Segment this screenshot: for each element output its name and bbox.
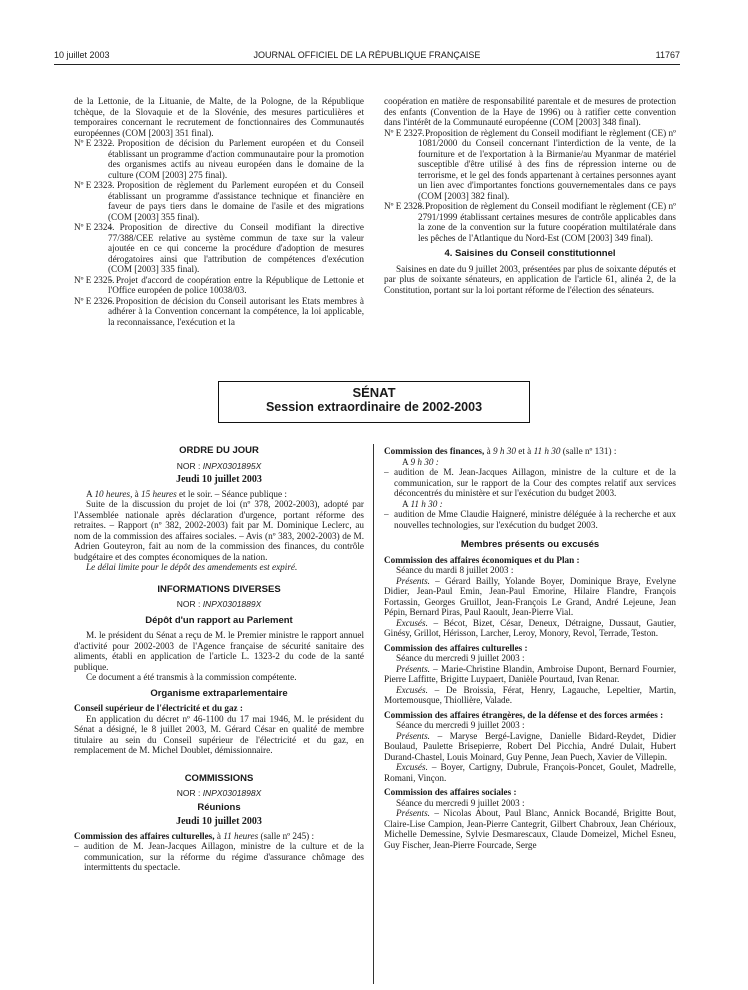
item-number: Nº E 2323. (74, 180, 115, 190)
list-item (74, 180, 364, 222)
commission-heading: Commission des affaires sociales : (384, 787, 517, 797)
agenda-paragraph: Suite de la discussion du projet de loi (nº 378, 2002-2003), adopté par l'Assemblée nationale après déclaration d'urgence, portant réforme des retraites. – Rapport (nº 382, 2002-2003) fait par M. Dominique Leclerc, au nom de la commission des affaires sociales. – Avis (nº 383, 2002-2003) de M. Adrien Gouteyron, fait au nom de la commission des finances, du contrôle budgétaire et des comptes économiques de la nation. (74, 499, 364, 562)
list-item (384, 128, 676, 202)
item-text: – Proposition de règlement du Parlement européen et du Conseil établissant un programme d'assistance technique et financière en faveur de pays tiers dans le domaine de l'asile et des migrations (COM [2003] 355 final). (108, 180, 364, 222)
item-number: Nº E 2325. (74, 274, 115, 285)
commission-heading: Commission des affaires étrangères, de la défense et des forces armées : (384, 709, 664, 720)
nor-reference: NOR : INPX0301889X (176, 599, 262, 609)
item-number: Nº E 2326. (74, 295, 115, 306)
day-heading: Jeudi 10 juillet 2003 (176, 474, 262, 485)
item-text: – Proposition de décision du Parlement européen et du Conseil établissant un programme d'action communautaire pour la promotion des organismes actifs au niveau européen dans le domaine de la culture (COM [2003] 275 final). (108, 138, 364, 180)
schedule-line: A 10 heures, à 15 heures et le soir. – Séance publique : (86, 488, 287, 499)
item-text: – Proposition de règlement du Conseil modifiant le règlement (CE) nº 2791/1999 établissant certaines mesures de contrôle applicables dans la zone de la convention sur la future coopération multilatérale dans les pêches de l'Atlantique du Nord-Est (COM [2003] 349 final). (418, 201, 676, 243)
excuses-paragraph: Excusés. – De Broissia, Férat, Henry, Lagauche, Lepeltier, Martin, Mortemousque, Thiollière, Valade. (384, 684, 676, 705)
depot-heading: Dépôt d'un rapport au Parlement (145, 614, 293, 626)
excuses-paragraph: Excusés. – Bécot, Bizet, César, Deneux, Détraigne, Dussaut, Gautier, Ginésy, Grillot, Hérisson, Larcher, Leroy, Monory, Revol, Terrade, Teston. (384, 617, 676, 638)
page-number: 11767 (655, 50, 680, 60)
agenda-item: – audition de M. Jean-Jacques Aillagon, ministre de la culture et de la communication, sur la réforme du régime d'assurance chômage des intermittents du spectacle. (74, 841, 364, 872)
seance-line: Séance du mardi 8 juillet 2003 : (396, 565, 514, 575)
commission-line: Commission des affaires culturelles, à 11 heures (salle nº 245) : (74, 830, 315, 841)
nor-reference: NOR : INPX0301895X (176, 460, 262, 471)
item-number: Nº E 2328. (384, 201, 425, 211)
senate-title-box (218, 381, 530, 423)
agenda-item: – audition de Mme Claudie Haigneré, ministre déléguée à la recherche et aux nouvelles technologies, sur l'exécution du budget 2003. (384, 509, 676, 530)
item-number: Nº E 2322. (74, 138, 115, 148)
commission-heading: Commission des affaires économiques et du Plan : (384, 554, 580, 565)
reunions-heading: Réunions (197, 801, 241, 813)
deadline-note: Le délai limite pour le dépôt des amendements est expiré. (86, 562, 298, 572)
presents-paragraph: Présents. – Gérard Bailly, Yolande Boyer, Dominique Braye, Evelyne Didier, Jean-Paul Emin, Jean-Paul Emorine, Hilaire Flandre, François Fortassin, Georges Gruillot, Jean-François Le Grand, André Lejeune, Jean Pépin, Bernard Piras, Paul Raoult, Jean-Pierre Vial. (384, 575, 676, 617)
commission-line: Commission des finances, à 9 h 30 et à 11 h 30 (salle nº 131) : (384, 446, 617, 456)
agenda-item: – audition de M. Jean-Jacques Aillagon, ministre de la culture et de la communication, sur le rapport de la Cour des comptes relatif aux services déconcentrés du ministère et sur l'exécution du budget 2003. (384, 467, 676, 498)
journal-title: JOURNAL OFFICIEL DE LA RÉPUBLIQUE FRANÇAISE (253, 50, 481, 60)
bottom-left-column (74, 446, 364, 873)
presents-paragraph: Présents. – Nicolas About, Paul Blanc, Annick Bocandé, Brigitte Bout, Claire-Lise Campion, Jean-Pierre Cantegrit, Gilbert Chabroux, Jean Chérioux, Michelle Demessine, Sylvie Desmarescaux, Claude Domeizel, Michel Esneu, Guy Fischer, Jean-Pierre Fourcade, Serge (384, 808, 676, 850)
list-item (74, 138, 364, 180)
organisme-heading: Organisme extraparlementaire (150, 687, 288, 699)
commission-heading: Commission des affaires culturelles : (384, 642, 528, 653)
excuses-paragraph: Excusés. – Boyer, Cartigny, Dubrule, François-Poncet, Goulet, Madrelle, Romani, Vinçon. (384, 762, 676, 783)
informations-heading: INFORMATIONS DIVERSES (157, 583, 281, 595)
transmis-paragraph: Ce document a été transmis à la commission compétente. (86, 672, 297, 682)
item-text: – Proposition de décision du Conseil autorisant les Etats membres à adhérer à la Convention concernant la compétence, la loi applicable, la reconnaissance, l'exécution et la (108, 295, 364, 327)
membres-heading: Membres présents ou excusés (460, 539, 600, 550)
item-number: Nº E 2324. (74, 222, 115, 232)
day-heading: Jeudi 10 juillet 2003 (176, 816, 262, 827)
seance-line: Séance du mercredi 9 juillet 2003 : (396, 720, 525, 730)
header-date: 10 juillet 2003 (54, 50, 110, 60)
commissions-heading: COMMISSIONS (184, 772, 254, 784)
time-subheading: A 11 h 30 : (402, 498, 443, 509)
item-text: – Projet d'accord de coopération entre la République de Lettonie et l'Office européen de police 10038/03. (108, 274, 364, 295)
presents-paragraph: Présents. – Marie-Christine Blandin, Ambroise Dupont, Bernard Fournier, Pierre Laffitte, Brigitte Luypaert, Danièle Pourtaud, Ivan Renar. (384, 663, 676, 684)
item-number: Nº E 2327. (384, 127, 425, 138)
list-item (384, 201, 676, 243)
senate-title: SÉNAT (352, 385, 396, 400)
top-right-column (384, 96, 676, 295)
depot-paragraph: M. le président du Sénat a reçu de M. le Premier ministre le rapport annuel d'activité pour 2002-2003 de l'Agence française de sécurité sanitaire des aliments, établi en application de l'article L. 1323-2 du code de la santé publique. (74, 630, 364, 672)
time-subheading: A 9 h 30 : (402, 456, 439, 467)
organisme-subheading: Conseil supérieur de l'électricité et du gaz : (74, 703, 243, 713)
list-item (74, 222, 364, 275)
item-text: – Proposition de règlement du Conseil modifiant le règlement (CE) nº 1081/2000 du Conseil concernant l'interdiction de la vente, de la fourniture et de l'exportation à la Birmanie/au Myanmar de matériel susceptible d'être utilisé à des fins de répression interne ou de terrorisme, et le gel des fonds appartenant à certaines personnes ayant un lien avec d'importantes fonctions gouvernementales dans ce pays (COM [2003] 382 final). (418, 127, 676, 201)
bottom-right-column (384, 446, 676, 850)
section-paragraph: Saisines en date du 9 juillet 2003, présentées par plus de soixante députés et par plus de soixante sénateurs, en application de l'article 61, alinéa 2, de la Constitution, portant sur la loi portant réforme de l'élection des sénateurs. (384, 263, 676, 295)
list-item (74, 296, 364, 328)
item-text: – Proposition de directive du Conseil modifiant la directive 77/388/CEE relative au système commun de taxe sur la valeur ajoutée en ce qui concerne la procédure d'adoption de mesures dérogatoires ainsi que l'attribution de compétences d'exécution (COM [2003] 335 final). (108, 222, 364, 274)
seance-line: Séance du mercredi 9 juillet 2003 : (396, 797, 525, 808)
seance-line: Séance du mercredi 9 juillet 2003 : (396, 653, 525, 663)
list-item (74, 275, 364, 296)
top-left-column (74, 96, 364, 327)
presents-paragraph: Présents. – Maryse Bergé-Lavigne, Danielle Bidard-Reydet, Didier Boulaud, Paulette Brisepierre, Robert Del Picchia, André Dulait, Hubert Durand-Chastel, Louis Moinard, Guy Penne, Jean Puech, Xavier de Villepin. (384, 730, 676, 762)
ordre-du-jour-heading: ORDRE DU JOUR (179, 446, 259, 456)
page-header (54, 50, 680, 65)
organisme-paragraph: En application du décret nº 46-1100 du 17 mai 1946, M. le président du Sénat a désigné, le 8 juillet 2003, M. Gérard César en qualité de membre titulaire au sein du Conseil supérieur de l'électricité et du gaz, en remplacement de M. Michel Doublet, démissionnaire. (74, 713, 364, 755)
continuation-paragraph: coopération en matière de responsabilité parentale et de mesures de protection des enfants (Convention de la Haye de 1996) ou à ratifier cette convention dans l'intérêt de la Communauté européenne (COM [2003] 348 final). (384, 96, 676, 127)
section-heading: 4. Saisines du Conseil constitutionnel (444, 248, 616, 259)
column-divider (373, 444, 374, 984)
session-title: Session extraordinaire de 2002-2003 (265, 399, 483, 414)
nor-reference: NOR : INPX0301898X (176, 788, 262, 798)
continuation-paragraph: de la Lettonie, de la Lituanie, de Malte, de la Pologne, de la République tchèque, de la Slovaquie et de la Slovénie, des mesures particulières et temporaires concernant le recrutement de fonctionnaires des Communautés européennes (COM [2003] 351 final). (74, 96, 364, 138)
